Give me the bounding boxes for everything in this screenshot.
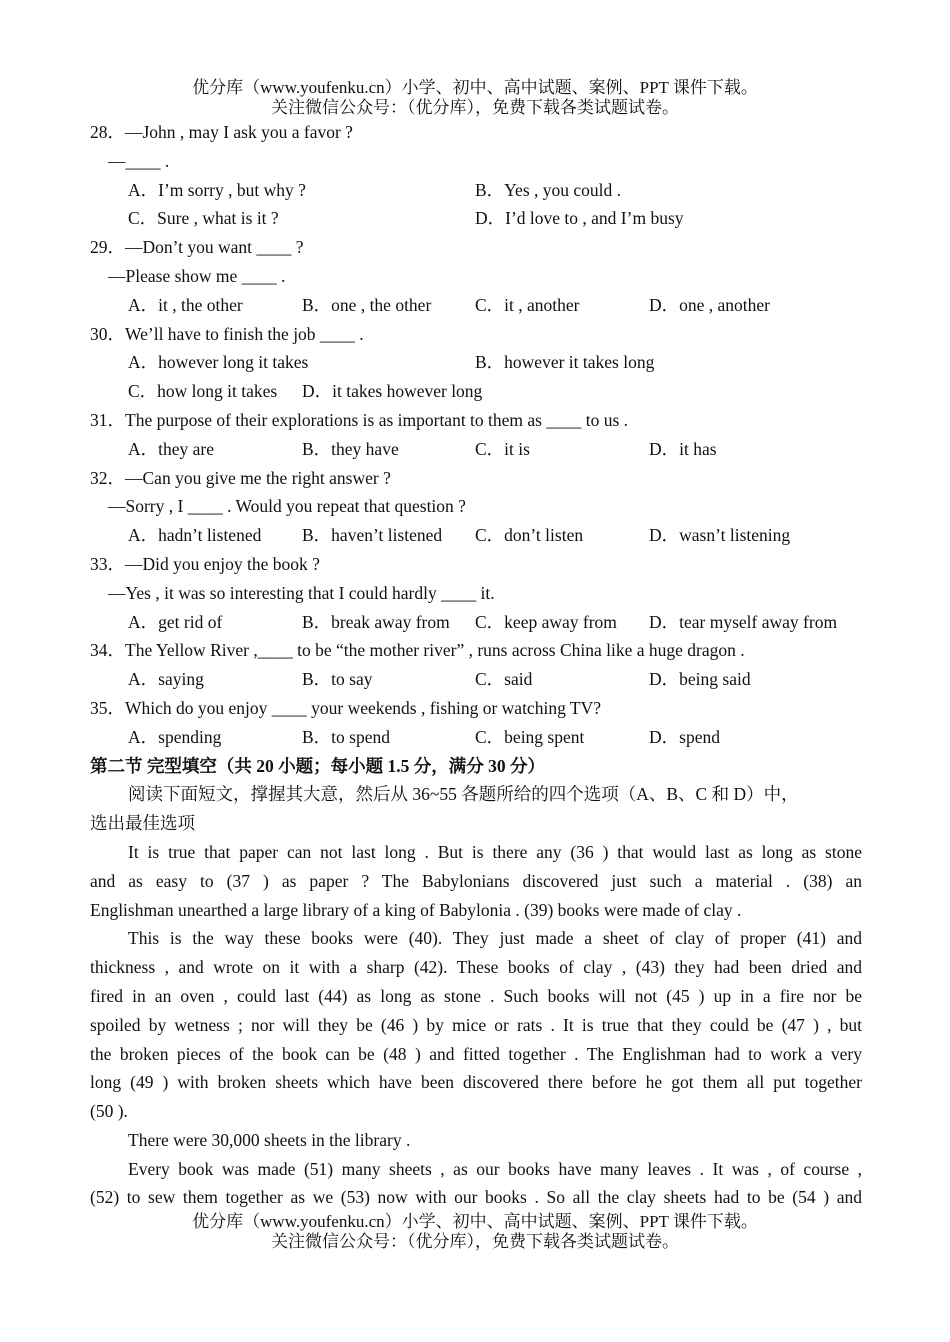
option-a: A．hadn’t listened [128,525,262,546]
question-reply: —Sorry , I ____ . Would you repeat that question ? [108,496,466,517]
passage-line: thickness , and wrote on it with a sharp (42). These books of clay , (43) they had been dried and [90,957,862,978]
passage-line: the broken pieces of the book can be (48 ) and fitted together . The Englishman had to work a very [90,1043,862,1064]
passage-paragraph-3 [90,1126,862,1155]
option-a: A．saying [128,669,204,690]
option-b: B．however it takes long [475,352,655,373]
question-34 [90,636,862,694]
section-title: 第二节 完型填空（共 20 小题；每小题 1.5 分，满分 30 分） [90,755,545,776]
section-instruction-line-1: 阅读下面短文，撑握其大意，然后从 36~55 各题所给的四个选项（A、B、C 和 D）中， [128,784,799,805]
question-stem: 35．Which do you enjoy ____ your weekends , fishing or watching TV? [90,697,601,718]
option-b: B．break away from [302,611,450,632]
question-28 [90,118,862,233]
option-b: B．haven’t listened [302,525,443,546]
option-c: C．how long it takes [128,381,278,402]
header-line-2: 关注微信公众号：（优分库），免费下载各类试题试卷。 [271,98,679,117]
question-stem: 34．The Yellow River ,____ to be “the mother river” , runs across China like a huge dragon . [90,640,745,661]
exam-content [90,118,862,1212]
option-b: B．one , the other [302,294,432,315]
option-d: D．it takes however long [302,381,483,402]
option-a: A．I’m sorry , but why ? [128,179,306,200]
passage-line: Englishman unearthed a large library of a king of Babylonia . (39) books were made of clay . [90,899,742,920]
passage-line: This is the way these books were (40). They just made a sheet of clay of proper (41) and [128,928,862,949]
page-footer [0,1212,950,1252]
passage-line: long (49 ) with broken sheets which have been discovered there before he got them all put together [90,1072,862,1093]
question-31 [90,406,862,464]
question-35 [90,694,862,752]
option-b: B．Yes , you could . [475,179,622,200]
header-line-1: 优分库（www.youfenku.cn）小学、初中、高中试题、案例、PPT 课件下载。 [192,78,758,97]
passage-paragraph-4 [90,1155,862,1213]
passage-line: It is true that paper can not last long . But is there any (36 ) that would last as long as stone [128,841,862,862]
option-d: D．wasn’t listening [649,525,791,546]
footer-line-1: 优分库（www.youfenku.cn）小学、初中、高中试题、案例、PPT 课件下载。 [192,1212,758,1231]
option-a: A．get rid of [128,611,223,632]
section-instruction-line-2: 选出最佳选项 [90,813,195,834]
passage-paragraph-1 [90,838,862,924]
question-stem: 30．We’ll have to finish the job ____ . [90,323,364,344]
question-32 [90,464,862,550]
option-b: B．they have [302,438,399,459]
option-d: D．I’d love to , and I’m busy [475,208,684,229]
option-c: C．said [475,669,533,690]
passage-line: (50 ). [90,1101,128,1122]
question-stem: 33．—Did you enjoy the book ? [90,553,320,574]
passage-line: spoiled by wetness ; nor will they be (46 ) by mice or rats . It is true that they could be (47 ) , but [90,1014,862,1035]
option-d: D．one , another [649,294,771,315]
footer-line-2: 关注微信公众号：（优分库），免费下载各类试题试卷。 [271,1232,679,1251]
question-reply: —Yes , it was so interesting that I could hardly ____ it. [108,582,495,603]
option-b: B．to spend [302,726,390,747]
passage-line: Every book was made (51) many sheets , as our books have many leaves . It was , of course , [128,1158,862,1179]
passage-line: (52) to sew them together as we (53) now with our books . So all the clay sheets had to be (54 ) and [90,1187,862,1208]
option-a: A．it , the other [128,294,243,315]
question-stem: 29．—Don’t you want ____ ? [90,237,304,258]
question-33 [90,550,862,636]
option-d: D．tear myself away from [649,611,838,632]
passage-paragraph-2 [90,924,862,1126]
question-stem: 28．—John , may I ask you a favor ? [90,122,353,142]
question-reply: —Please show me ____ . [108,265,286,286]
option-b: B．to say [302,669,373,690]
option-c: C．it , another [475,294,580,315]
question-stem: 32．—Can you give me the right answer ? [90,467,391,488]
option-a: A．they are [128,438,215,459]
option-c: C．it is [475,438,530,459]
page-header [0,78,950,118]
option-d: D．being said [649,669,751,690]
option-c: C．keep away from [475,611,617,632]
passage-line: fired in an oven , could last (44) as long as stone . Such books will not (45 ) up in a fire nor be [90,985,862,1006]
option-a: A．however long it takes [128,352,309,373]
passage-line: and as easy to (37 ) as paper ? The Babylonians discovered just such a material . (38) an [90,870,862,891]
question-reply: —____ . [108,150,170,171]
option-a: A．spending [128,726,222,747]
option-c: C．being spent [475,726,585,747]
question-29 [90,233,862,319]
question-stem: 31．The purpose of their explorations is as important to them as ____ to us . [90,409,629,430]
option-d: D．spend [649,726,720,747]
option-c: C．Sure , what is it ? [128,208,279,229]
option-c: C．don’t listen [475,525,584,546]
option-d: D．it has [649,438,717,459]
question-30 [90,320,862,406]
passage-line: There were 30,000 sheets in the library . [128,1129,411,1150]
